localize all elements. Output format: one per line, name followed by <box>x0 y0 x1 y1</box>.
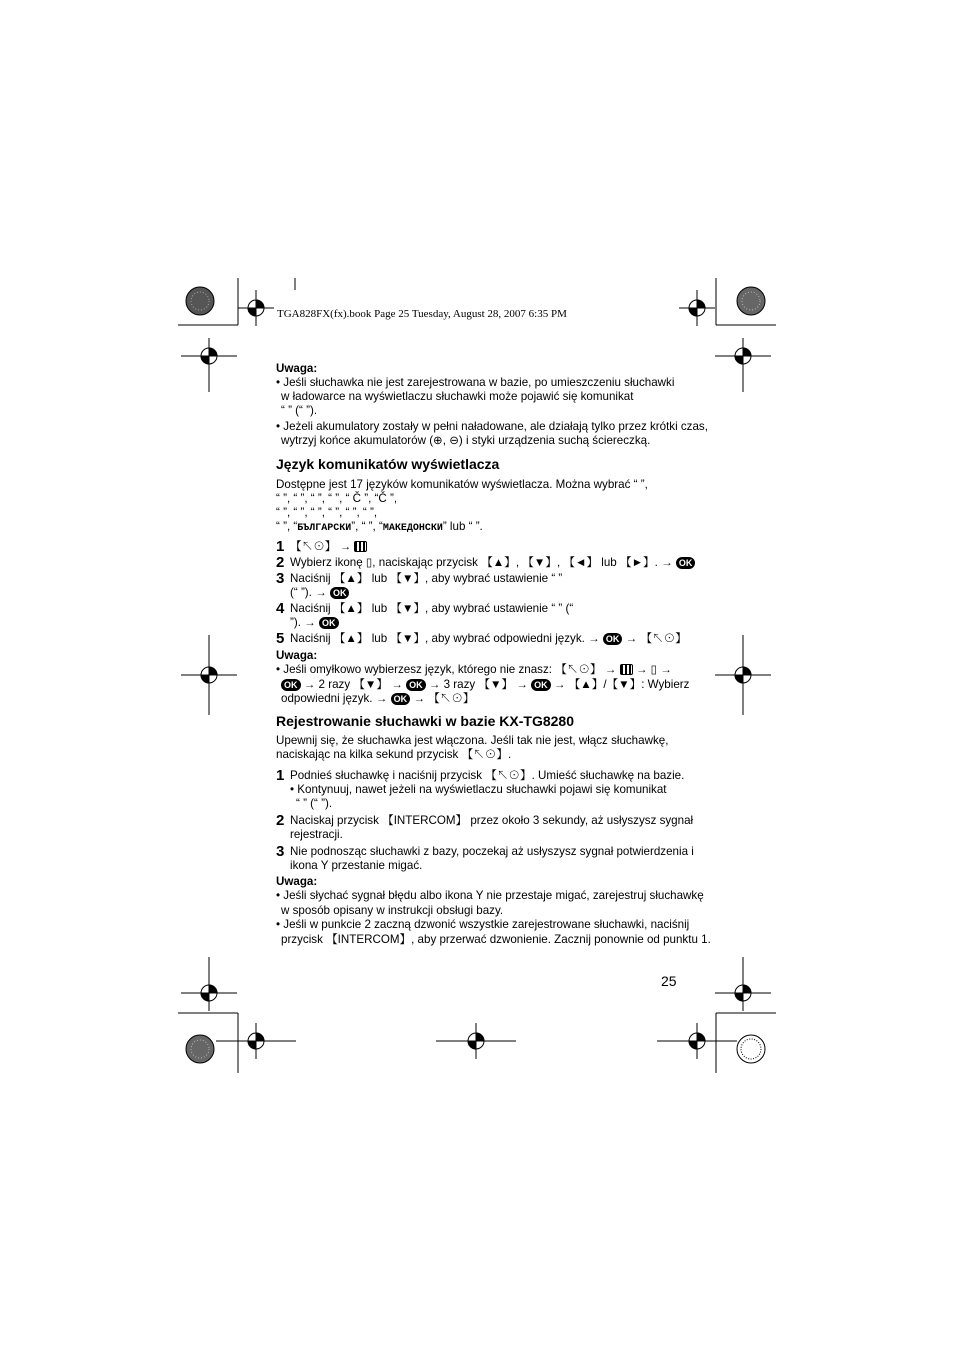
section-language-para-line1: Dostępne jest 17 języków komunikatów wyświetlacza. Można wybrać “ ”, <box>276 478 648 491</box>
section-language-title: Język komunikatów wyświetlacza <box>276 456 500 472</box>
section-language-para-line2: “ ”, “ ”, “ ”, “ ”, “ Č ”, “Č ”, <box>276 492 398 505</box>
ok-icon: OK <box>406 679 426 691</box>
reg-step3-line1: Nie podnosząc słuchawki z bazy, poczekaj aż usłyszysz sygnał potwierdzenia i <box>290 845 694 858</box>
note1-bullet2-line2: wytrzyj końce akumulatorów (⊕, ⊖) i styki urządzenia suchą ściereczką. <box>281 434 651 447</box>
step2-number: 2 <box>276 554 285 571</box>
menu-icon <box>620 664 633 675</box>
step1-number: 1 <box>276 538 285 555</box>
step5-text: Naciśnij 【▲】 lub 【▼】, aby wybrać odpowiedni język. → OK → 【↖⊙】 <box>290 632 687 645</box>
step3-number: 3 <box>276 570 285 587</box>
step3-line1: Naciśnij 【▲】 lub 【▼】, aby wybrać ustawienie “ ” <box>290 572 563 585</box>
reg-step1-number: 1 <box>276 767 285 784</box>
note2-line3: odpowiedni język. → OK → 【↖⊙】 <box>281 692 475 705</box>
note1-title: Uwaga: <box>276 362 318 375</box>
reg-step3-number: 3 <box>276 843 285 860</box>
section-language-para-line4: “ ”, “БЪЛГАРСКИ”, “ ”, “МАКЕДОНСКИ” lub “ ”. <box>276 520 483 534</box>
note1-bullet1-line2: w ładowarce na wyświetlaczu słuchawki może pojawić się komunikat <box>281 390 634 403</box>
section-register-para-line1: Upewnij się, że słuchawka jest włączona. Jeśli tak nie jest, włącz słuchawkę, <box>276 734 669 747</box>
note2-line1: • Jeśli omyłkowo wybierzesz język, którego nie znasz: 【↖⊙】 → → ▯ → <box>276 663 672 676</box>
menu-icon <box>354 541 367 552</box>
ok-icon: OK <box>603 633 623 645</box>
note1-bullet1-line3: “ ” (“ ”). <box>281 404 318 417</box>
reg-step2-line2: rejestracji. <box>290 828 343 841</box>
step2-text: Wybierz ikonę ▯, naciskając przycisk 【▲】, 【▼】, 【◄】 lub 【►】. → OK <box>290 556 695 571</box>
note1-bullet1-line1: • Jeśli słuchawka nie jest zarejestrowana w bazie, po umieszczeniu słuchawki <box>276 376 675 389</box>
reg-step2-number: 2 <box>276 812 285 829</box>
ok-icon: OK <box>676 557 696 569</box>
note3-bullet1-line1: • Jeśli słychać sygnał błędu albo ikona Y nie przestaje migać, zarejestruj słuchawkę <box>276 889 704 902</box>
reg-step1-line1: Podnieś słuchawkę i naciśnij przycisk 【↖⊙】. Umieść słuchawkę na bazie. <box>290 769 685 782</box>
note3-bullet1-line2: w sposób opisany w instrukcji obsługi bazy. <box>281 904 504 917</box>
print-header: TGA828FX(fx).book Page 25 Tuesday, August 28, 2007 6:35 PM <box>277 308 567 320</box>
reg-step1-line3: “ ” (“ ”). <box>296 797 333 810</box>
reg-step3-line2: ikona Y przestanie migać. <box>290 859 423 872</box>
ok-icon: OK <box>281 679 301 691</box>
ok-icon: OK <box>391 693 411 705</box>
note2-line2: OK → 2 razy 【▼】 → OK → 3 razy 【▼】 → OK → 【▲】/【▼】: Wybierz <box>281 678 689 693</box>
section-register-para-line2: naciskając na kilka sekund przycisk 【↖⊙】. <box>276 748 512 761</box>
ok-icon: OK <box>319 617 339 629</box>
reg-step2-line1: Naciskaj przycisk 【INTERCOM】 przez około 3 sekundy, aż usłyszysz sygnał <box>290 814 694 827</box>
reg-step1-line2: • Kontynuuj, nawet jeżeli na wyświetlaczu słuchawki pojawi się komunikat <box>290 783 667 796</box>
ok-icon: OK <box>330 587 350 599</box>
note3-title: Uwaga: <box>276 875 318 888</box>
ok-icon: OK <box>531 679 551 691</box>
step4-number: 4 <box>276 600 285 617</box>
note3-bullet2-line2: przycisk 【INTERCOM】, aby przerwać dzwonienie. Zacznij ponownie od punktu 1. <box>281 933 711 946</box>
step1-text: 【↖⊙】 → <box>290 540 367 555</box>
step4-line1: Naciśnij 【▲】 lub 【▼】, aby wybrać ustawienie “ ” (“ <box>290 602 574 615</box>
section-language-para-line3: “ ”, “ ”, “ ”, “ ”, “ ”, “ ”, <box>276 506 378 519</box>
page-number: 25 <box>661 973 677 989</box>
note1-bullet2-line1: • Jeżeli akumulatory zostały w pełni naładowane, ale działają tylko przez krótki czas, <box>276 420 708 433</box>
note2-title: Uwaga: <box>276 649 318 662</box>
step4-line2: ”). → OK <box>290 616 339 631</box>
section-register-title: Rejestrowanie słuchawki w bazie KX-TG8280 <box>276 713 574 729</box>
step3-line2: (“ ”). → OK <box>290 586 349 601</box>
note3-bullet2-line1: • Jeśli w punkcie 2 zaczną dzwonić wszystkie zarejestrowane słuchawki, naciśnij <box>276 918 690 931</box>
step5-number: 5 <box>276 630 285 647</box>
